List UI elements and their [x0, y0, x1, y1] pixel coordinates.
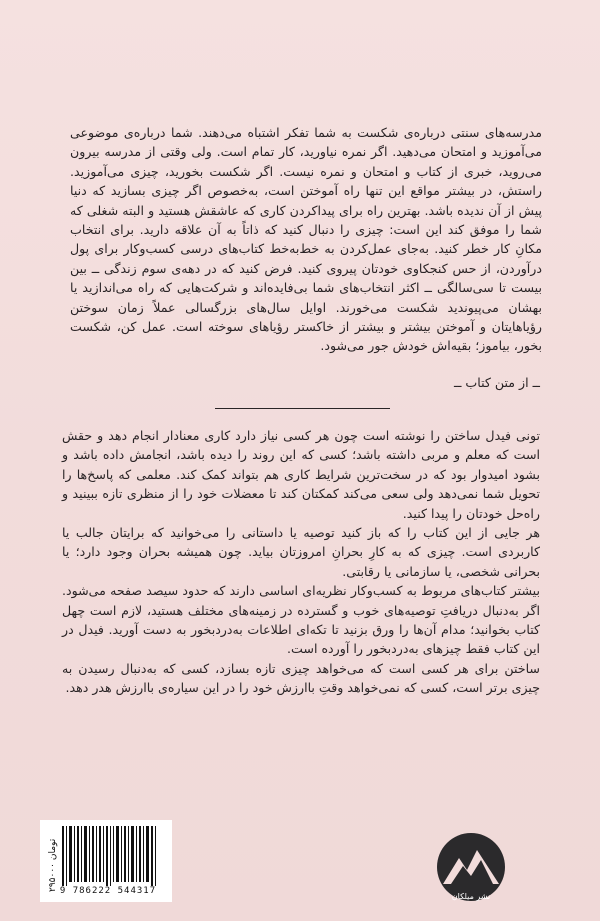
divider	[215, 408, 390, 409]
blurb-paragraph: بیشتر کتاب‌های مربوط به کسب‌وکار نظریه‌ای اساسی دارند که حدود سیصد صفحه می‌شود. اگر به‌دنبال دریافتِ توصیه‌های خوب و گسترده در زمینه‌های مختلف هستید، لازم است چهل کتاب بخوانید؛ مدام آن‌ها را ورق بزنید تا تکه‌ای اطلاعات به‌دردبخور به دست آورید. فیدل در این کتاب فقط چیزهای به‌دردبخور را آورده است.	[62, 583, 540, 657]
blurb-paragraph: تونی فیدل ساختن را نوشته است چون هر کسی نیاز دارد کاری معنادار انجام دهد و حقش است که معلم و مربی داشته باشد؛ کسی که این روند را دیده باشد، انجامش داده باشد و بشود امیدوار بود که در سخت‌ترین شرایط کاری هم بتواند کمک کند. معلمی که پاسخ‌ها را تحویل شما نمی‌دهد ولی سعی می‌کند کمکتان کند تا معضلات خود را از منظری تازه ببینید و راه‌حل خودتان را پیدا کنید.	[62, 428, 540, 521]
isbn-number: 9 786222 544317	[59, 886, 157, 896]
blurb-paragraph: هر جایی از این کتاب را که باز کنید توصیه یا داستانی را می‌خوانید که برایتان جالب یا کاربردی است. چیزی که به کارِ بحرانِ امروزتان بیاید. چون همیشه بحران وجود دارد؛ یا بحرانی شخصی، یا سازمانی یا رقابتی.	[62, 525, 540, 579]
quote-text: مدرسه‌های سنتی درباره‌ی شکست به شما تفکر اشتباه می‌دهند. شما درباره‌ی موضوعی می‌آموزید و امتحان می‌دهید. اگر نمره نیاورید، کار تمام است. ولی وقتی از مدرسه بیرون می‌روید، خبری از کتاب و امتحان و نمره نیست. اگر شکست بخورید، چیزی می‌آموزید. راستش، در بیشتر مواقع این تنها راه آموختن است، به‌خصوص اگر چیزی بسازید که دنیا پیش از آن ندیده باشد. بهترین راه برای پیداکردن کاری که عاشقش هستید و البته شغلی که شما را موفق کند این است: چیزی را دنبال کنید که ذاتاً به آن علاقه دارید. برای انتخاب مکانِ کار خطر کنید. به‌جای عمل‌کردن به خط‌به‌خط کتاب‌های درسی کسب‌وکار برای پول درآوردن، از حس کنجکاوی خودتان پیروی کنید. فرض کنید که در دهه‌ی سوم زندگی ــ بین بیست تا سی‌سالگی ــ اکثر انتخاب‌های شما بی‌فایده‌اند و شرکت‌هایی که راه می‌اندازید یا بهشان می‌پیوندید شکست می‌خورند. اوایل سال‌های بزرگسالی عملاً زمان سوختن رؤیاهایتان و آموختن بیشتر و بیشتر از خاکستر رؤیاهای سوخته است. عمل کن، شکست بخور، بیاموز؛ بقیه‌اش خودش جور می‌شود.	[70, 125, 542, 354]
blurb-paragraph: ساختن برای هر کسی است که می‌خواهد چیزی تازه بسازد، کسی که به‌دنبال رسیدن به چیزی برتر است، کسی که نمی‌خواهد وقتِ باارزش خود را در این سیاره‌ی باارزش هدر دهد.	[62, 660, 540, 696]
price-label: ۲۹۵۰۰۰ تومان	[48, 838, 58, 892]
quote-source: ــ از متن کتاب ــ	[454, 375, 540, 390]
barcode-label	[40, 820, 172, 902]
barcode	[40, 820, 200, 902]
blurb	[62, 426, 540, 698]
publisher-name: نشر میلکان	[451, 892, 491, 901]
barcode-icon	[48, 826, 166, 886]
